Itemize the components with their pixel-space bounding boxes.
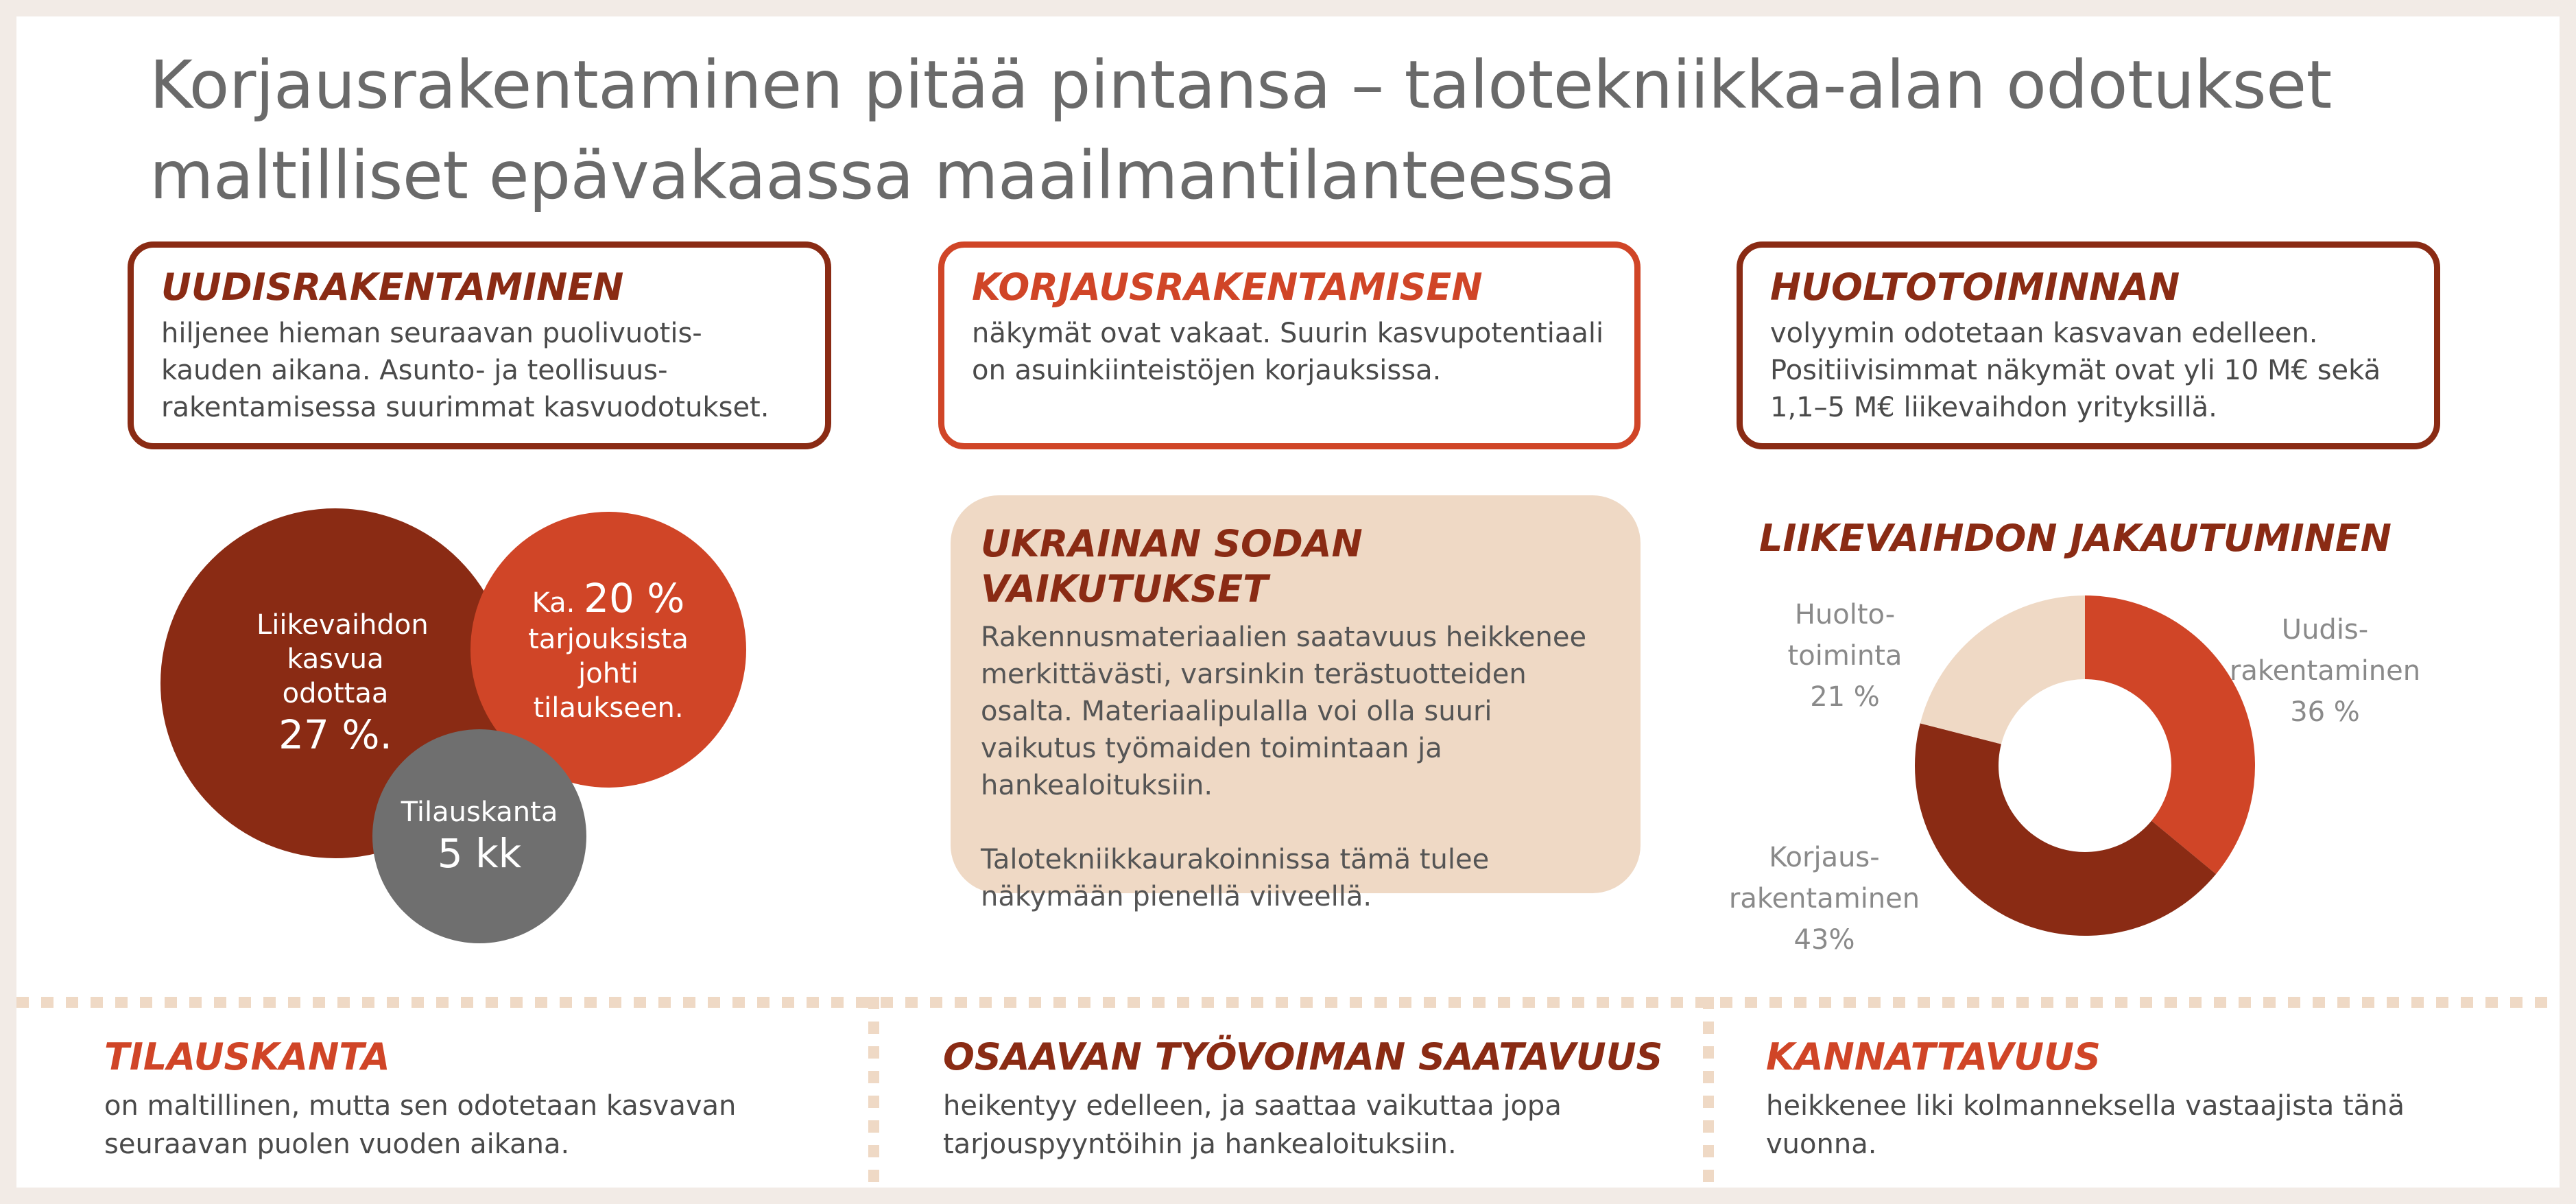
ukraine-paragraph-2: Talotekniikkaurakoinnissa tämä tulee näkymään pienellä viiveellä. (981, 844, 1490, 912)
bubble-text: Liikevaihdon kasvua odottaa (257, 609, 429, 709)
bubble-value: 5 kk (437, 830, 522, 877)
dotted-divider (868, 997, 879, 1188)
footer-text: on maltillinen, mutta sen odotetaan kasvavan seuraavan puolen vuoden aikana. (104, 1090, 737, 1160)
label-value: 21 % (1810, 681, 1880, 713)
bubble-value: 27 %. (278, 711, 392, 758)
card-heading: UUDISRAKENTAMINEN (161, 265, 624, 309)
title-line-1: Korjausrakentaminen pitää pintansa – talotekniikka-alan odotukset (150, 47, 2332, 123)
label-value: 43% (1793, 924, 1855, 956)
ukraine-paragraph-1: Rakennusmateriaalien saatavuus heikkenee merkittävästi, varsinkin terästuotteiden osalta. Materiaalipulalla voi olla suuri vaikutus työmaiden toimintaan ja hankealoituksiin. (981, 622, 1587, 801)
label-line: rakentaminen (1728, 883, 1920, 914)
label-value: 36 % (2290, 696, 2360, 728)
card-text: näkymät ovat vakaat. Suurin kasvupotentiaali on asuinkiinteistöjen korjauksissa. (972, 318, 1604, 386)
ukraine-heading: UKRAINAN SODAN VAIKUTUKSET (981, 522, 1363, 611)
bubble-text: tarjouksista johti tilaukseen. (528, 624, 689, 724)
page-title (150, 40, 2481, 221)
footer-heading: TILAUSKANTA (104, 1035, 390, 1078)
slice-label-uudis (2208, 609, 2442, 733)
label-line: rakentaminen (2229, 655, 2421, 687)
dotted-divider (1703, 997, 1714, 1188)
chart-title: LIIKEVAIHDON JAKAUTUMINEN (1759, 517, 2392, 560)
footer-tilauskanta (104, 1035, 845, 1164)
card-text: volyymin odotetaan kasvavan edelleen. Positiivisimmat näkymät ovat yli 10 M€ sekä 1,1–5 M€ liikevaihdon yrityksillä. (1770, 318, 2381, 423)
card-korjausrakentaminen (938, 241, 1641, 449)
footer-heading: OSAAVAN TYÖVOIMAN SAATAVUUS (943, 1035, 1663, 1078)
dotted-divider (16, 997, 2560, 1008)
footer-heading: KANNATTAVUUS (1766, 1035, 2101, 1078)
footer-kannattavuus (1766, 1035, 2520, 1164)
footer-text: heikkenee liki kolmanneksella vastaajista tänä vuonna. (1766, 1090, 2405, 1160)
label-line: Uudis- (2281, 614, 2369, 646)
donut-chart (1913, 594, 2256, 937)
label-line: toiminta (1787, 640, 1903, 672)
bubble-value: 20 % (584, 575, 685, 622)
bubble-prefix: Ka. (532, 587, 575, 619)
label-line: Huolto- (1794, 599, 1896, 630)
slice-label-huolto (1756, 594, 1934, 718)
card-heading: KORJAUSRAKENTAMISEN (972, 265, 1483, 309)
bubble-prefix-row (532, 574, 685, 622)
card-heading: HUOLTOTOIMINNAN (1770, 265, 2180, 309)
slice-label-korjaus (1708, 837, 1941, 960)
card-uudisrakentaminen (128, 241, 831, 449)
bubble-order-backlog (372, 729, 586, 943)
footer-tyovoima (943, 1035, 1684, 1164)
card-huoltotoiminta (1737, 241, 2440, 449)
slice-huoltotoiminta (1920, 595, 2085, 744)
footer-text: heikentyy edelleen, ja saattaa vaikuttaa jopa tarjouspyyntöihin ja hankealoituksiin. (943, 1090, 1562, 1160)
label-line: Korjaus- (1769, 842, 1880, 873)
bubble-text: Tilauskanta (401, 796, 558, 828)
ukraine-box (951, 495, 1641, 912)
title-line-2: maltilliset epävakaassa maailmantilanteessa (150, 137, 1616, 214)
card-text: hiljenee hieman seuraavan puolivuotis-kauden aikana. Asunto- ja teollisuus-rakentamisessa suurimmat kasvuodotukset. (161, 318, 770, 423)
